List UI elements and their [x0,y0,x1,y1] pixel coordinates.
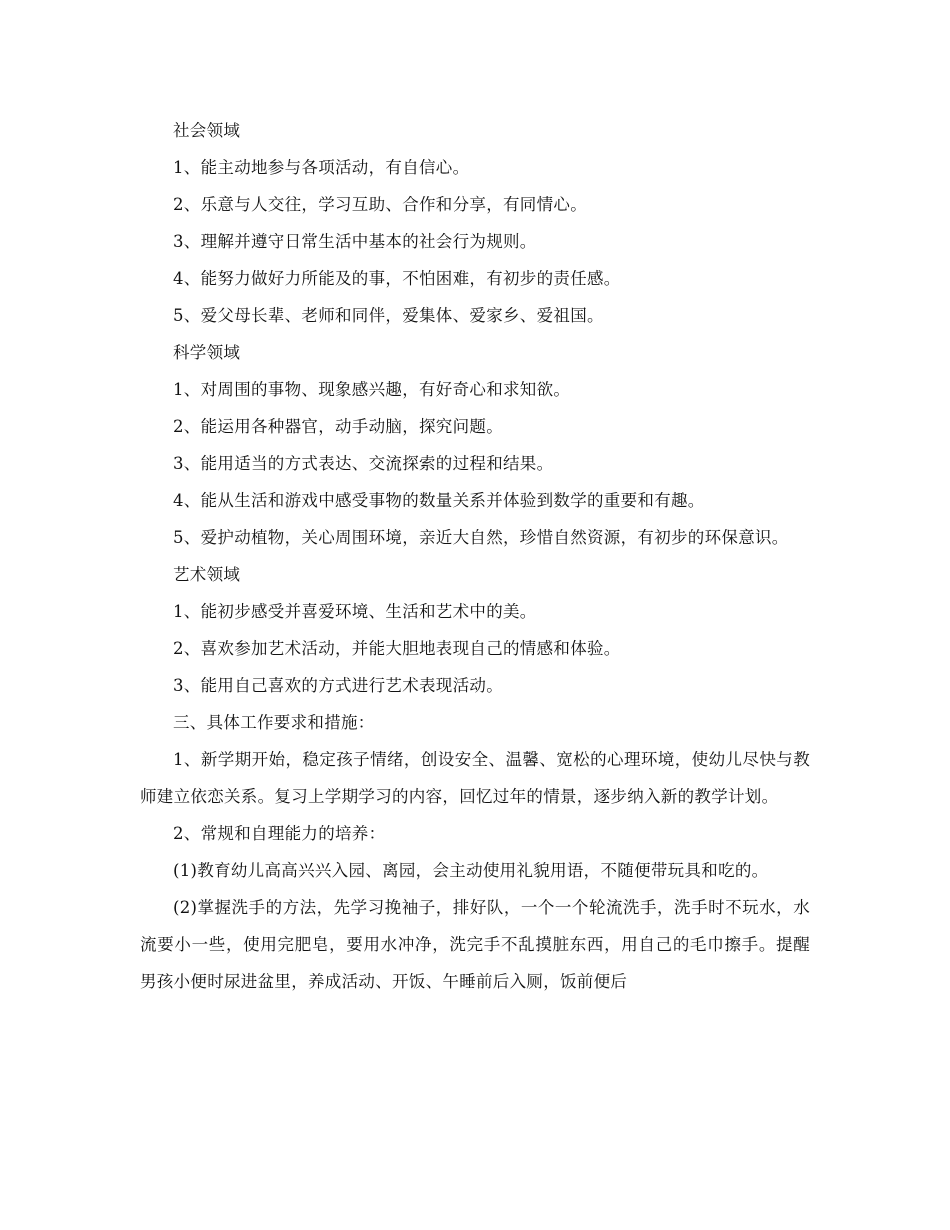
document-page [140,112,810,1000]
heading-art-domain: 艺术领域 [173,565,241,584]
science-item-3: 3、能用适当的方式表达、交流探索的过程和结果。 [173,454,554,473]
art-item-1: 1、能初步感受并喜爱环境、生活和艺术中的美。 [173,602,537,621]
social-item-4: 4、能努力做好力所能及的事，不怕困难，有初步的责任感。 [173,269,621,288]
heading-work-requirements: 三、具体工作要求和措施： [173,713,375,732]
work-item-1: 1、新学期开始，稳定孩子情绪，创设安全、温馨、宽松的心理环境，使幼儿尽快与教师建立依恋关系。复习上学期学习的内容，回忆过年的情景，逐步纳入新的教学计划。 [140,750,810,806]
heading-social-domain: 社会领域 [173,121,241,140]
science-item-1: 1、对周围的事物、现象感兴趣，有好奇心和求知欲。 [173,380,571,399]
science-item-2: 2、能运用各种器官，动手动脑，探究问题。 [173,417,503,436]
work-subitem-1: (1)教育幼儿高高兴兴入园、离园，会主动使用礼貌用语，不随便带玩具和吃的。 [173,861,769,880]
art-item-3: 3、能用自己喜欢的方式进行艺术表现活动。 [173,676,503,695]
science-item-4: 4、能从生活和游戏中感受事物的数量关系并体验到数学的重要和有趣。 [173,491,705,510]
work-item-2: 2、常规和自理能力的培养： [173,824,386,843]
science-item-5: 5、爱护动植物，关心周围环境，亲近大自然，珍惜自然资源，有初步的环保意识。 [173,528,789,547]
work-subitem-2: (2)掌握洗手的方法，先学习挽袖子，排好队，一个一个轮流洗手，洗手时不玩水，水流要小一些，使用完肥皂，要用水冲净，洗完手不乱摸脏东西，用自己的毛巾擦手。提醒男孩小便时尿进盆里，养成活动、开饭、午睡前后入厕，饭前便后 [140,898,810,991]
social-item-2: 2、乐意与人交往，学习互助、合作和分享，有同情心。 [173,195,587,214]
art-item-2: 2、喜欢参加艺术活动，并能大胆地表现自己的情感和体验。 [173,639,621,658]
heading-science-domain: 科学领域 [173,343,241,362]
social-item-1: 1、能主动地参与各项活动，有自信心。 [173,158,470,177]
social-item-3: 3、理解并遵守日常生活中基本的社会行为规则。 [173,232,537,251]
social-item-5: 5、爱父母长辈、老师和同伴，爱集体、爱家乡、爱祖国。 [173,306,604,325]
